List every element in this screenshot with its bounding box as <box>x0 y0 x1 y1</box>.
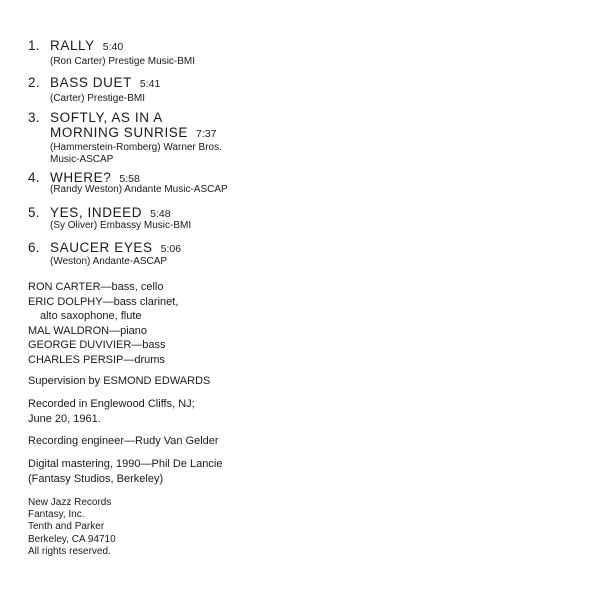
mastering-line: Digital mastering, 1990—Phil De Lancie <box>28 458 223 470</box>
mastering-credit <box>28 457 222 486</box>
track-credit: (Ron Carter) Prestige Music-BMI <box>50 56 196 67</box>
track-title-text: YES, INDEED <box>50 205 143 220</box>
personnel-item: CHARLES PERSIP—drums <box>28 353 165 366</box>
track-number: 5. <box>28 205 40 220</box>
engineer-credit: Recording engineer—Rudy Van Gelder <box>28 435 219 447</box>
track-title-text: BASS DUET <box>50 75 132 90</box>
track-title-text: RALLY <box>50 38 95 53</box>
track-credit: (Randy Weston) Andante Music-ASCAP <box>50 184 228 195</box>
supervision-credit: Supervision by ESMOND EDWARDS <box>28 375 211 387</box>
track-title <box>50 170 140 185</box>
personnel-item: RON CARTER—bass, cello <box>28 281 164 293</box>
mastering-studio: (Fantasy Studios, Berkeley) <box>28 472 164 485</box>
track-number: 1. <box>28 38 40 53</box>
track-duration: 5:41 <box>139 78 161 90</box>
recording-info <box>28 397 195 426</box>
track-credit-line2: Music-ASCAP <box>50 154 114 165</box>
track-duration: 5:06 <box>160 243 182 255</box>
track-title <box>50 205 171 220</box>
address-line: New Jazz Records <box>28 497 112 508</box>
track-title <box>50 240 181 255</box>
track-duration: 5:58 <box>119 173 140 185</box>
track-credit-line1: (Hammerstein-Romberg) Warner Bros. <box>50 142 222 153</box>
address-line: Berkeley, CA 94710 <box>28 533 116 545</box>
track-title <box>50 75 160 90</box>
track-number: 6. <box>28 240 40 255</box>
track-title <box>50 38 123 53</box>
personnel-item: ERIC DOLPHY—bass clarinet, <box>28 295 179 308</box>
track-credit: (Weston) Andante-ASCAP <box>50 256 168 267</box>
personnel-item: GEORGE DUVIVIER—bass <box>28 339 166 351</box>
address-line: Tenth and Parker <box>28 521 105 533</box>
address-line: All rights reserved. <box>28 545 111 557</box>
track-credit: (Carter) Prestige-BMI <box>50 93 146 104</box>
track-title-text: WHERE? <box>50 170 112 185</box>
track-title-line2 <box>50 125 216 140</box>
track-title-text: SAUCER EYES <box>50 240 153 255</box>
recording-date: June 20, 1961. <box>28 412 101 425</box>
label-address <box>28 497 116 558</box>
track-title-text: MORNING SUNRISE <box>50 125 189 140</box>
track-duration: 5:48 <box>150 208 171 220</box>
track-number: 4. <box>28 170 40 185</box>
personnel-list <box>28 280 178 367</box>
recording-location: Recorded in Englewood Cliffs, NJ; <box>28 398 195 410</box>
track-duration: 5:40 <box>102 41 124 53</box>
track-number: 2. <box>28 75 40 90</box>
personnel-item: alto saxophone, flute <box>40 310 142 322</box>
personnel-item: MAL WALDRON—piano <box>28 324 147 337</box>
track-number: 3. <box>28 110 40 125</box>
track-credit: (Sy Oliver) Embassy Music-BMI <box>50 220 192 231</box>
track-duration: 7:37 <box>196 128 217 140</box>
track-title-line1: SOFTLY, AS IN A <box>50 110 163 125</box>
address-line: Fantasy, Inc. <box>28 509 85 521</box>
